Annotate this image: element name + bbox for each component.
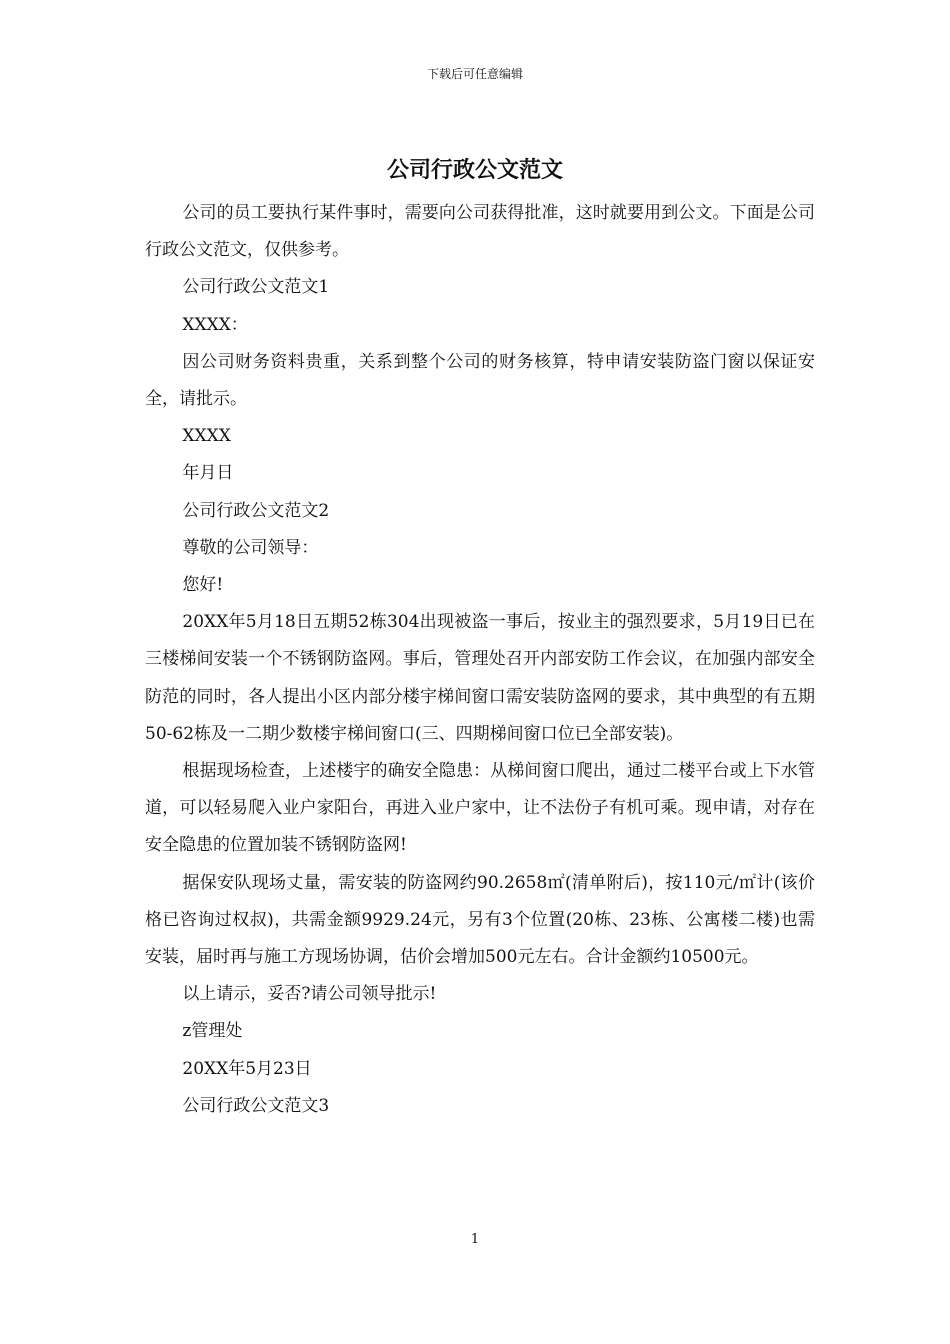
sample-1-body: 因公司财务资料贵重，关系到整个公司的财务核算，特申请安装防盗门窗以保证安全，请批示。 — [145, 351, 815, 410]
sample-2-signature: z管理处 — [182, 1021, 243, 1042]
page-header-note: 下载后可任意编辑 — [426, 67, 523, 81]
sample-2-body-3: 据保安队现场丈量，需安装的防盗网约90.2658㎡(清单附后)，按110元/㎡计(该价格已咨询过权叔)，共需金额9929.24元，另有3个位置(20栋、23栋、公寓楼二楼)也需安装，届时再与施工方现场协调，估价会增加500元左右。合计金额约10500元。 — [145, 872, 815, 968]
sample-2-body-1: 20XX年5月18日五期52栋304出现被盗一事后，按业主的强烈要求，5月19日已在三楼梯间安装一个不锈钢防盗网。事后，管理处召开内部安防工作会议，在加强内部安全防范的同时，各人提出小区内部分楼宇梯间窗口需安装防盗网的要求，其中典型的有五期50-62栋及一二期少数楼宇梯间窗口(三、四期梯间窗口位已全部安装)。 — [145, 612, 815, 744]
sample-1-heading: 公司行政公文范文1 — [182, 277, 330, 298]
sample-2-closing: 以上请示，妥否?请公司领导批示! — [182, 984, 437, 1005]
sample-2-greeting: 您好! — [182, 575, 224, 596]
sample-3-heading: 公司行政公文范文3 — [182, 1095, 330, 1116]
sample-2-body-2: 根据现场检查，上述楼宇的确安全隐患：从梯间窗口爬出，通过二楼平台或上下水管道，可以轻易爬入业户家阳台，再进入业户家中，让不法份子有机可乘。现申请，对存在安全隐患的位置加装不锈钢防盗网! — [145, 761, 815, 856]
sample-2-salutation: 尊敬的公司领导： — [182, 537, 319, 558]
intro-paragraph: 公司的员工要执行某件事时，需要向公司获得批准，这时就要用到公文。下面是公司行政公文范文，仅供参考。 — [145, 203, 815, 261]
sample-2-heading: 公司行政公文范文2 — [182, 500, 330, 521]
sample-1-salutation: XXXX： — [182, 314, 248, 335]
sample-1-signature: XXXX — [182, 426, 231, 447]
sample-2-date: 20XX年5月23日 — [182, 1058, 312, 1079]
document-body — [145, 195, 815, 1125]
sample-1-date: 年月日 — [182, 463, 234, 484]
document-title: 公司行政公文范文 — [386, 157, 563, 183]
page-number: 1 — [470, 1232, 480, 1247]
